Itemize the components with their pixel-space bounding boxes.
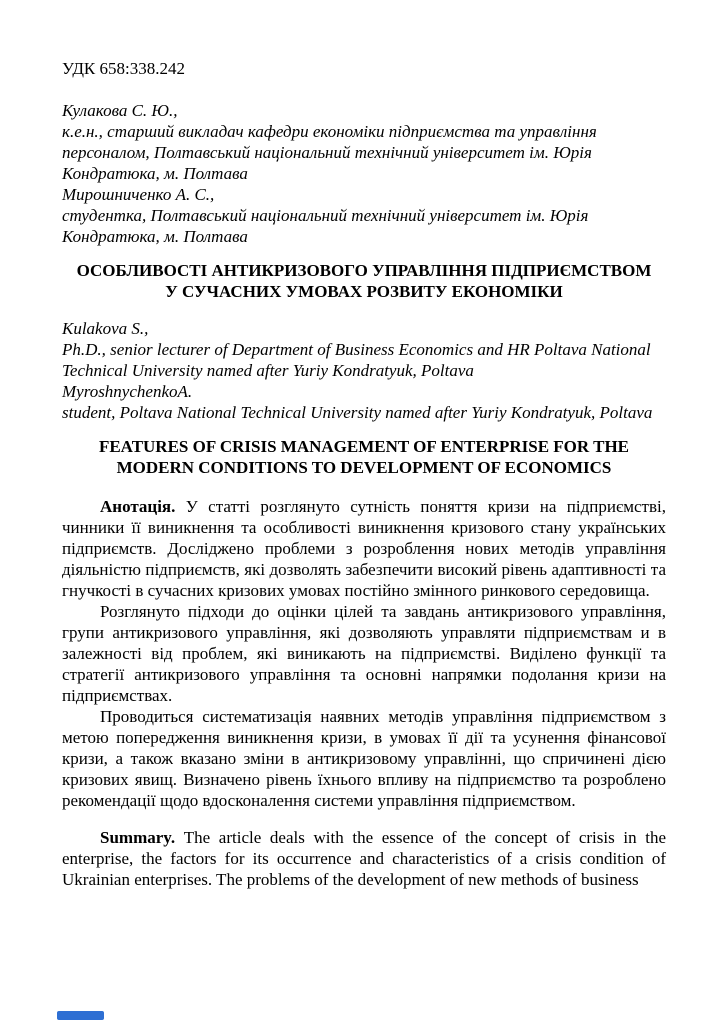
author-affiliation: к.е.н., старший викладач кафедри економіки підприємства та управління персоналом, Полтавський національний технічний університет ім. Юрія Кондратюка, м. Полтава: [62, 122, 597, 183]
author-name: Kulakova S.,: [62, 319, 149, 338]
title-english: [62, 436, 666, 478]
author-name: Мирошниченко А. С.,: [62, 185, 215, 204]
summary-paragraph: [62, 827, 666, 890]
author-affiliation: Ph.D., senior lecturer of Department of Business Economics and HR Poltava National Technical University named after Yuriy Kondratyuk, Poltava: [62, 340, 651, 380]
summary-text: The article deals with the essence of the concept of crisis in the enterprise, the factors for its occurrence and characteristics of a crisis condition of Ukrainian enterprises. The problems of the development of new methods of business: [62, 828, 666, 889]
udc-code: УДК 658:338.242: [62, 59, 185, 78]
title-line: MODERN CONDITIONS TO DEVELOPMENT OF ECONOMICS: [116, 458, 612, 477]
summary-lead-label: Summary.: [100, 828, 184, 847]
title-line: FEATURES OF CRISIS MANAGEMENT OF ENTERPRISE FOR THE: [98, 437, 630, 456]
author-affiliation: student, Poltava National Technical University named after Yuriy Kondratyuk, Poltava: [62, 403, 653, 422]
abstract-paragraph: Проводиться систематизація наявних методів управління підприємством з метою попередження виникнення кризи, в умовах її дії та усунення фінансової кризи, а також вказано зміни в антикризовому управлінні, що спричинені дією кризових явищ. Визначено рівень їхнього впливу на підприємство та розроблено рекомендації щодо вдосконалення системи управління підприємством.: [62, 707, 666, 810]
abstract-text: У статті розглянуто сутність поняття кризи на підприємстві, чинники її виникнення та особливості виникнення кризового стану українських підприємств. Досліджено проблеми з розроблення нових методів управління діяльністю підприємств, які дозволять забезпечити високий рівень адаптивності та гнучкості в сучасних кризових умовах постійно змінного ринкового середовища.: [62, 497, 666, 600]
authors-ukrainian-block: [62, 100, 666, 247]
title-line: ОСОБЛИВОСТІ АНТИКРИЗОВОГО УПРАВЛІННЯ ПІДПРИЄМСТВОМ: [76, 261, 652, 280]
authors-english-block: [62, 318, 666, 423]
footer-highlight-bar: [57, 1011, 104, 1020]
abstract-lead-label: Анотація.: [100, 497, 186, 516]
abstract-paragraph: [62, 496, 666, 601]
author-name: Кулакова С. Ю.,: [62, 101, 178, 120]
abstract-paragraph: Розглянуто підходи до оцінки цілей та завдань антикризового управління, групи антикризового управління, які дозволяють управляти підприємствам и в залежності від проблем, які виникають на підприємстві. Виділено функції та стратегії антикризового управління та основні напрямки подолання кризи на підприємствах.: [62, 602, 666, 705]
author-affiliation: студентка, Полтавський національний технічний університет ім. Юрія Кондратюка, м. Полтава: [62, 206, 589, 246]
author-name: MyroshnychenkoA.: [62, 382, 193, 401]
title-ukrainian: [62, 260, 666, 302]
page-content: [62, 58, 666, 890]
title-line: У СУЧАСНИХ УМОВАХ РОЗВИТУ ЕКОНОМІКИ: [165, 282, 563, 301]
